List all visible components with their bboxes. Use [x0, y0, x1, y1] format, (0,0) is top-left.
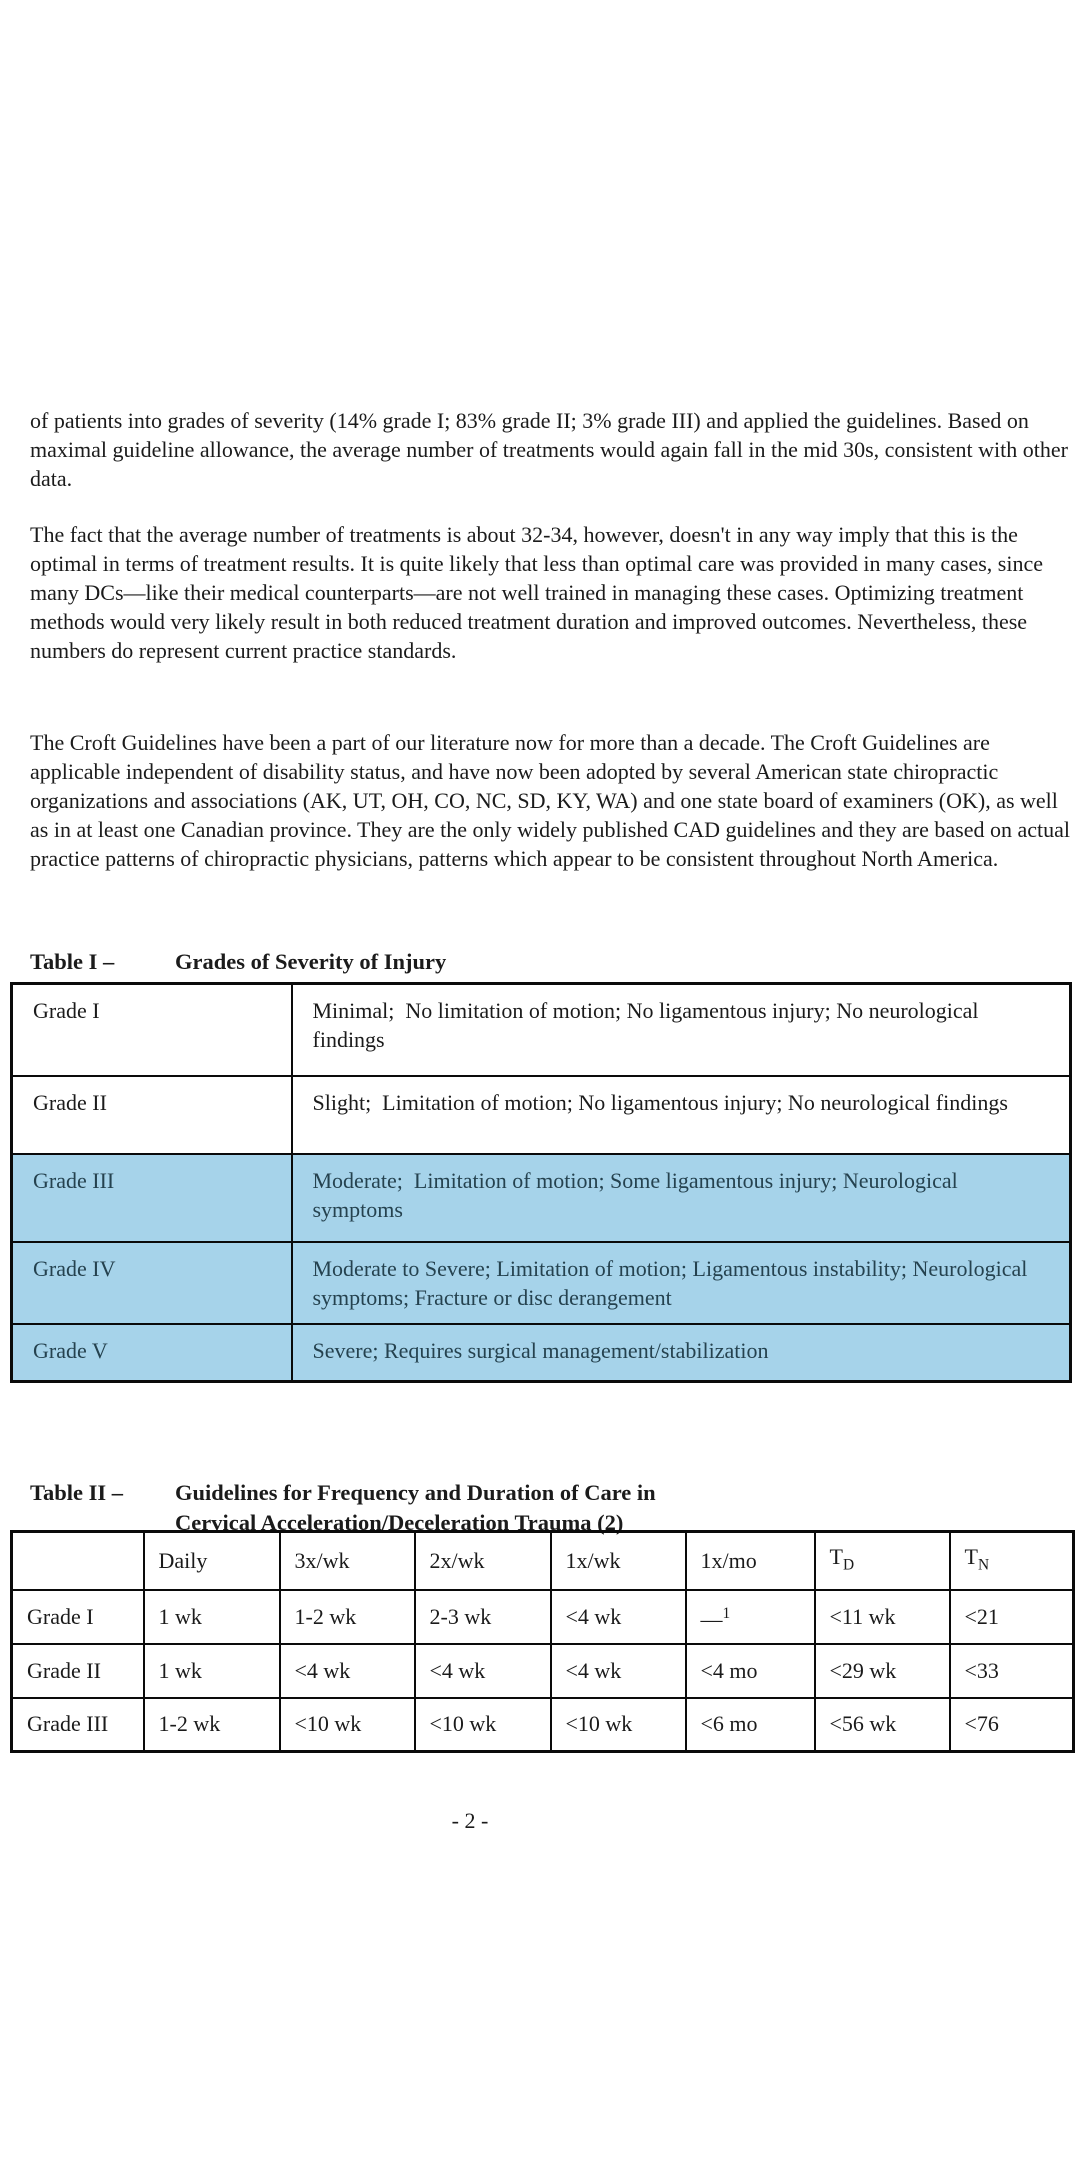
- table2-caption-label: Table II –: [30, 1480, 123, 1505]
- value-cell: <4 wk: [551, 1590, 686, 1644]
- value-cell: <4 wk: [415, 1644, 551, 1698]
- table2-caption: [30, 1478, 656, 1538]
- header-3x-wk: 3x/wk: [280, 1532, 415, 1590]
- value-cell: <21: [950, 1590, 1074, 1644]
- table-row-grade-5: [12, 1324, 1071, 1382]
- grade-cell: Grade I: [12, 984, 292, 1076]
- value-cell: 2-3 wk: [415, 1590, 551, 1644]
- value-cell: <10 wk: [280, 1698, 415, 1752]
- table-row-grade-1: [12, 984, 1071, 1076]
- table1-caption: [30, 947, 446, 977]
- table2-row-grade-2: [12, 1644, 1074, 1698]
- grade-cell: Grade II: [12, 1076, 292, 1154]
- grade-cell: Grade IV: [12, 1242, 292, 1324]
- header-1x-wk: 1x/wk: [551, 1532, 686, 1590]
- header-daily: Daily: [144, 1532, 280, 1590]
- table-row-grade-2: [12, 1076, 1071, 1154]
- description-cell: Moderate to Severe; Limitation of motion; Ligamentous instability; Neurological symptoms; Fracture or disc derangement: [292, 1242, 1071, 1324]
- header-tn: $T_N$: [950, 1532, 1074, 1590]
- value-cell: <76: [950, 1698, 1074, 1752]
- value-cell: <33: [950, 1644, 1074, 1698]
- table2-caption-title-line2: Cervical Acceleration/Deceleration Trauma (2): [175, 1510, 624, 1535]
- value-cell: 1-2 wk: [280, 1590, 415, 1644]
- description-cell: Slight; Limitation of motion; No ligamentous injury; No neurological findings: [292, 1076, 1071, 1154]
- table2-row-grade-3: [12, 1698, 1074, 1752]
- value-cell-footnoted: —$^1$: [686, 1590, 815, 1644]
- value-cell: <29 wk: [815, 1644, 950, 1698]
- table1-caption-title: Grades of Severity of Injury: [175, 949, 447, 974]
- description-cell: Moderate; Limitation of motion; Some ligamentous injury; Neurological symptoms: [292, 1154, 1071, 1242]
- table1-caption-label: Table I –: [30, 949, 115, 974]
- table-row-grade-4: [12, 1242, 1071, 1324]
- table2-header-row: [12, 1532, 1074, 1590]
- paragraph-croft-guidelines: The Croft Guidelines have been a part of our literature now for more than a decade. The Croft Guidelines are applicable independent of disability status, and have now been adopted by several American state chiropractic organizations and associations (AK, UT, OH, CO, NC, SD, KY, WA) and one state board of examiners (OK), as well as in at least one Canadian province. They are the only widely published CAD guidelines and they are based on actual practice patterns of chiropractic physicians, patterns which appear to be consistent throughout North America.: [30, 730, 1071, 871]
- value-cell: 1-2 wk: [144, 1698, 280, 1752]
- value-cell: <4 mo: [686, 1644, 815, 1698]
- table-grades-of-severity: [10, 982, 1072, 1383]
- value-cell: <4 wk: [551, 1644, 686, 1698]
- row-label: Grade II: [12, 1644, 144, 1698]
- row-label: Grade III: [12, 1698, 144, 1752]
- table2-row-grade-1: [12, 1590, 1074, 1644]
- header-1x-mo: 1x/mo: [686, 1532, 815, 1590]
- value-cell: <56 wk: [815, 1698, 950, 1752]
- page-number: - 2 -: [451, 1808, 489, 1833]
- value-cell: <4 wk: [280, 1644, 415, 1698]
- table-row-grade-3: [12, 1154, 1071, 1242]
- table2-caption-title: [175, 1478, 656, 1538]
- grade-cell: Grade V: [12, 1324, 292, 1382]
- description-cell: Minimal; No limitation of motion; No ligamentous injury; No neurological findings: [292, 984, 1071, 1076]
- grade-cell: Grade III: [12, 1154, 292, 1242]
- header-empty-cell: [12, 1532, 144, 1590]
- paragraph-treatment-averages: of patients into grades of severity (14% grade I; 83% grade II; 3% grade III) and applied the guidelines. Based on maximal guideline allowance, the average number of treatments would again fall in the mid 30s, consistent with other data.: [30, 408, 1068, 491]
- table2-caption-title-line1: Guidelines for Frequency and Duration of Care in: [175, 1480, 656, 1505]
- value-cell: 1 wk: [144, 1644, 280, 1698]
- value-cell: <10 wk: [415, 1698, 551, 1752]
- header-td: $T_D$: [815, 1532, 950, 1590]
- row-label: Grade I: [12, 1590, 144, 1644]
- value-cell: 1 wk: [144, 1590, 280, 1644]
- value-cell: <6 mo: [686, 1698, 815, 1752]
- paragraph-optimal-care: The fact that the average number of treatments is about 32-34, however, doesn't in any way imply that this is the optimal in terms of treatment results. It is quite likely that less than optimal care was provided in many cases, since many DCs—like their medical counterparts—are not well trained in managing these cases. Optimizing treatment methods would very likely result in both reduced treatment duration and improved outcomes. Nevertheless, these numbers do represent current practice standards.: [30, 522, 1043, 663]
- header-2x-wk: 2x/wk: [415, 1532, 551, 1590]
- value-cell: <11 wk: [815, 1590, 950, 1644]
- description-cell: Severe; Requires surgical management/stabilization: [292, 1324, 1071, 1382]
- table-frequency-duration-guidelines: [10, 1530, 1075, 1753]
- value-cell: <10 wk: [551, 1698, 686, 1752]
